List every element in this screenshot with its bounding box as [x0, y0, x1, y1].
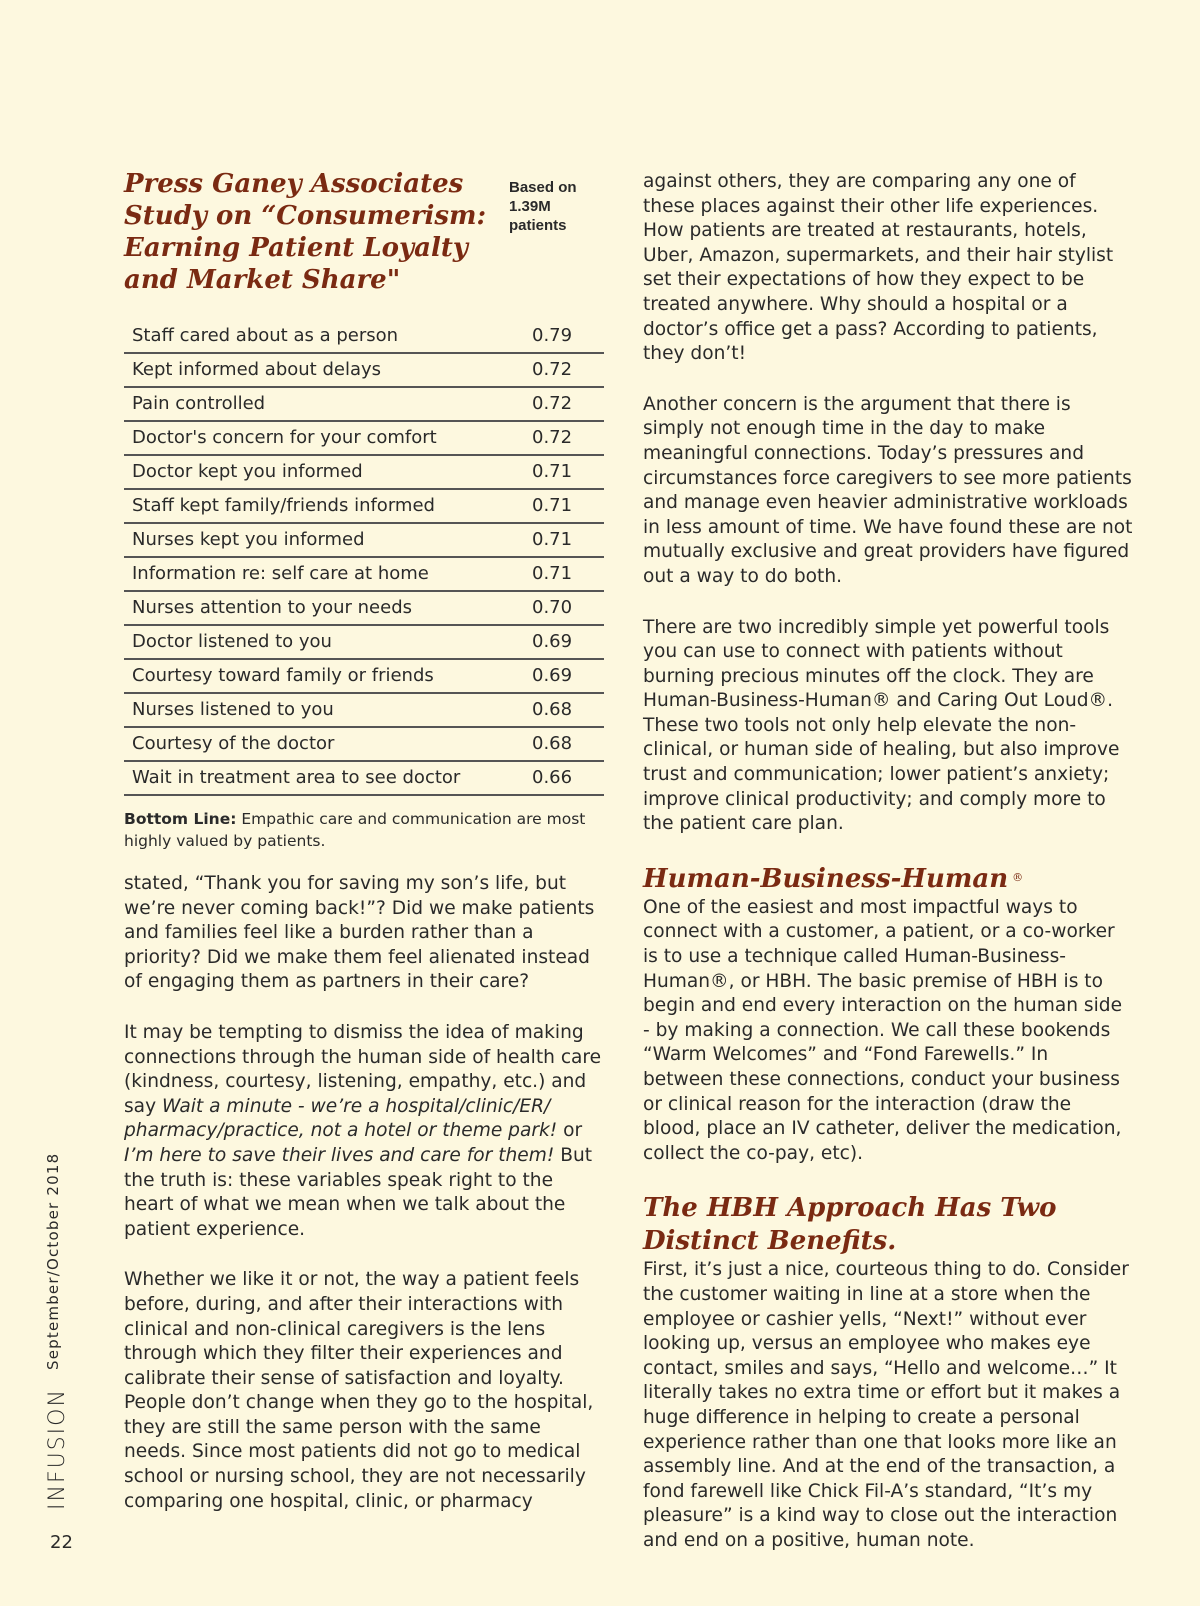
row-value: 0.69: [524, 625, 604, 659]
section-heading-hbh: [643, 863, 1133, 896]
right-column: [643, 170, 1133, 1554]
study-header: [124, 160, 604, 320]
table-row: [124, 693, 604, 727]
table-row: [124, 489, 604, 523]
bottom-line-note: [124, 808, 604, 852]
row-label: Courtesy toward family or friends: [124, 659, 524, 693]
row-label: Nurses attention to your needs: [124, 591, 524, 625]
row-label: Doctor's concern for your comfort: [124, 421, 524, 455]
left-p2-part-c: But the truth is: these variables speak right to the heart of what we mean when we talk about the patient experience.: [124, 1144, 593, 1240]
table-row: [124, 421, 604, 455]
table-row: [124, 761, 604, 795]
section-heading-hbh-text: Human-Business-Human: [643, 863, 1009, 894]
table-row: [124, 625, 604, 659]
left-p2-italic-1: Wait a minute - we’re a hospital/clinic/ER/ pharmacy/practice, not a hotel or theme park!: [124, 1095, 558, 1142]
row-label: Pain controlled: [124, 387, 524, 421]
row-label: Kept informed about delays: [124, 353, 524, 387]
registered-mark: ®: [1012, 870, 1024, 884]
right-paragraph-2: Another concern is the argument that there is simply not enough time in the day to make meaningful connections. Today’s pressures and circumstances force caregivers to see more patients and manage even heavier administrative workloads in less amount of time. We have found these are not mutually exclusive and great providers have figured out a way to do both.: [643, 393, 1133, 587]
table-row: [124, 320, 604, 353]
row-value: 0.66: [524, 761, 604, 795]
row-value: 0.72: [524, 353, 604, 387]
study-title: Press Ganey Associates Study on “Consumerism: Earning Patient Loyalty and Market Share": [124, 169, 487, 295]
right-paragraph-4: One of the easiest and most impactful ways to connect with a customer, a patient, or a co-worker is to use a technique called Human-Business-Human®, or HBH. The basic premise of HBH is to begin and end every interaction on the human side - by making a connection. We call these bookends “Warm Welcomes” and “Fond Farewells.” In between these connections, conduct your business or clinical reason for the interaction (draw the blood, place an IV catheter, deliver the medication, collect the co-pay, etc).: [643, 896, 1123, 1164]
study-table: [124, 320, 604, 796]
row-label: Doctor kept you informed: [124, 455, 524, 489]
row-label: Doctor listened to you: [124, 625, 524, 659]
table-row: [124, 353, 604, 387]
row-label: Staff cared about as a person: [124, 320, 524, 353]
left-p2-part-a: It may be tempting to dismiss the idea of making connections through the human side of health care (kindness, courtesy, listening, empathy, etc.) and say: [124, 1021, 602, 1117]
row-value: 0.71: [524, 523, 604, 557]
left-paragraph-1: stated, “Thank you for saving my son’s life, but we’re never coming back!”? Did we make patients and families feel like a burden rather than a priority? Did we make them feel alienated instead of engaging them as partners in their care?: [124, 873, 595, 993]
left-p2-italic-2: I’m here to save their lives and care for them!: [124, 1144, 555, 1166]
left-p2-part-b: or: [557, 1120, 583, 1142]
table-row: [124, 523, 604, 557]
row-value: 0.68: [524, 727, 604, 761]
row-value: 0.72: [524, 387, 604, 421]
row-label: Nurses kept you informed: [124, 523, 524, 557]
row-label: Nurses listened to you: [124, 693, 524, 727]
row-label: Courtesy of the doctor: [124, 727, 524, 761]
right-paragraph-1: against others, they are comparing any one of these places against their other life experiences. How patients are treated at restaurants, hotels, Uber, Amazon, supermarkets, and their hair stylist set their expectations of how they expect to be treated anywhere. Why should a hospital or a doctor’s office get a pass? According to patients, they don’t!: [643, 171, 1114, 365]
row-value: 0.71: [524, 489, 604, 523]
row-label: Staff kept family/friends informed: [124, 489, 524, 523]
left-paragraph-3: Whether we like it or not, the way a patient feels before, during, and after their interactions with clinical and non-clinical caregivers is the lens through which they filter their experiences and calibrate their sense of satisfaction and loyalty. People don’t change when they go to the hospital, they are still the same person with the same needs. Since most patients did not go to medical school or nursing school, they are not necessarily comparing one hospital, clinic, or pharmacy: [124, 1269, 594, 1512]
left-column: [124, 160, 604, 1514]
right-paragraph-3: There are two incredibly simple yet powerful tools you can use to connect with patients without burning precious minutes off the clock. They are Human-Business-Human® and Caring Out Loud®. These two tools not only help elevate the non-clinical, or human side of healing, but also improve trust and communication; lower patient’s anxiety; improve clinical productivity; and comply more to the patient care plan.: [643, 616, 1120, 835]
table-row: [124, 557, 604, 591]
right-paragraph-5: First, it’s just a nice, courteous thing to do. Consider the customer waiting in line at a store when the employee or cashier yells, “Next!” without ever looking up, versus an employee who makes eye contact, smiles and says, “Hello and welcome…” It literally takes no extra time or effort but it makes a huge difference in helping to create a personal experience rather than one that looks more like an assembly line. And at the end of the transaction, a fond farewell like Chick Fil-A’s standard, “It’s my pleasure” is a kind way to close out the interaction and end on a positive, human note.: [643, 1259, 1129, 1551]
section-heading-benefits: The HBH Approach Has Two Distinct Benefits.: [643, 1193, 1057, 1257]
row-value: 0.79: [524, 320, 604, 353]
bottom-line-label: Bottom Line:: [124, 810, 237, 828]
table-row: [124, 659, 604, 693]
table-row: [124, 387, 604, 421]
row-label: Information re: self care at home: [124, 557, 524, 591]
row-label: Wait in treatment area to see doctor: [124, 761, 524, 795]
sample-size-note: Based on 1.39M patients: [509, 179, 577, 234]
row-value: 0.71: [524, 557, 604, 591]
row-value: 0.69: [524, 659, 604, 693]
row-value: 0.71: [524, 455, 604, 489]
left-body: [124, 872, 604, 1514]
row-value: 0.68: [524, 693, 604, 727]
table-row: [124, 727, 604, 761]
row-value: 0.70: [524, 591, 604, 625]
issue-date: September/October 2018: [44, 1152, 62, 1370]
left-paragraph-2: [124, 1021, 604, 1242]
bottom-line-text: Empathic care and communication are most highly valued by patients.: [124, 810, 586, 850]
magazine-brand: INFUSION: [45, 1388, 70, 1510]
page-number: 22: [50, 1532, 73, 1553]
table-row: [124, 455, 604, 489]
row-value: 0.72: [524, 421, 604, 455]
table-row: [124, 591, 604, 625]
